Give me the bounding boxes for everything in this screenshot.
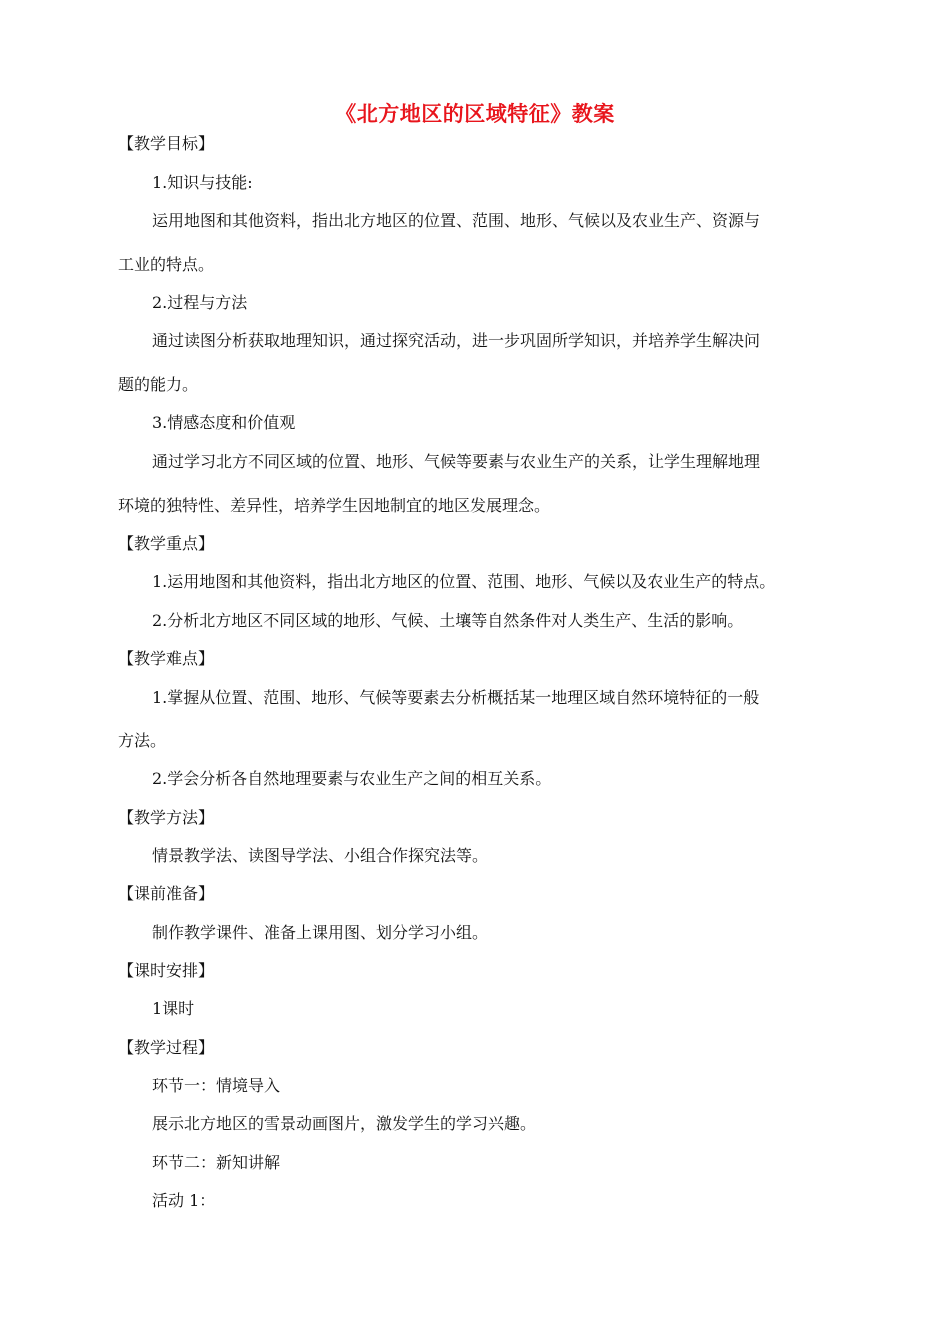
difficulty-1: 1.掌握从位置、范围、地形、气候等要素去分析概括某一地理区域自然环境特征的一般 [152, 688, 760, 707]
section-heading-schedule: 【课时安排】 [118, 961, 215, 980]
key-point-1: 1.运用地图和其他资料，指出北方地区的位置、范围、地形、气候以及农业生产的特点。 [152, 572, 776, 591]
goal-3-text-cont: 环境的独特性、差异性，培养学生因地制宜的地区发展理念。 [118, 496, 551, 515]
difficulty-2: 2.学会分析各自然地理要素与农业生产之间的相互关系。 [152, 769, 552, 788]
key-point-2: 2.分析北方地区不同区域的地形、气候、土壤等自然条件对人类生产、生活的影响。 [152, 611, 744, 630]
goal-1-text-cont: 工业的特点。 [118, 255, 215, 274]
section-heading-teaching-goals: 【教学目标】 [118, 134, 215, 153]
document-title: 《北方地区的区域特征》教案 [335, 102, 615, 126]
goal-3-heading: 3.情感态度和价值观 [152, 413, 296, 432]
goal-1-heading: 1.知识与技能: [152, 173, 253, 192]
difficulty-1-cont: 方法。 [118, 731, 167, 750]
section-heading-preparation: 【课前准备】 [118, 884, 215, 903]
section-heading-process: 【教学过程】 [118, 1038, 215, 1057]
activity-1-label: 活动 1： [152, 1191, 216, 1210]
process-step-1-text: 展示北方地区的雪景动画图片，激发学生的学习兴趣。 [152, 1114, 537, 1133]
goal-2-heading: 2.过程与方法 [152, 293, 248, 312]
preparation-text: 制作教学课件、准备上课用图、划分学习小组。 [152, 923, 489, 942]
process-step-1-heading: 环节一：情境导入 [152, 1076, 281, 1095]
goal-2-text: 通过读图分析获取地理知识，通过探究活动，进一步巩固所学知识，并培养学生解决问 [152, 331, 761, 350]
section-heading-methods: 【教学方法】 [118, 808, 215, 827]
process-step-2-heading: 环节二：新知讲解 [152, 1153, 281, 1172]
schedule-text: 1课时 [152, 999, 195, 1018]
goal-2-text-cont: 题的能力。 [118, 375, 199, 394]
section-heading-difficulties: 【教学难点】 [118, 649, 215, 668]
section-heading-key-points: 【教学重点】 [118, 534, 215, 553]
goal-1-text: 运用地图和其他资料，指出北方地区的位置、范围、地形、气候以及农业生产、资源与 [152, 211, 761, 230]
methods-text: 情景教学法、读图导学法、小组合作探究法等。 [152, 846, 489, 865]
goal-3-text: 通过学习北方不同区域的位置、地形、气候等要素与农业生产的关系，让学生理解地理 [152, 452, 761, 471]
